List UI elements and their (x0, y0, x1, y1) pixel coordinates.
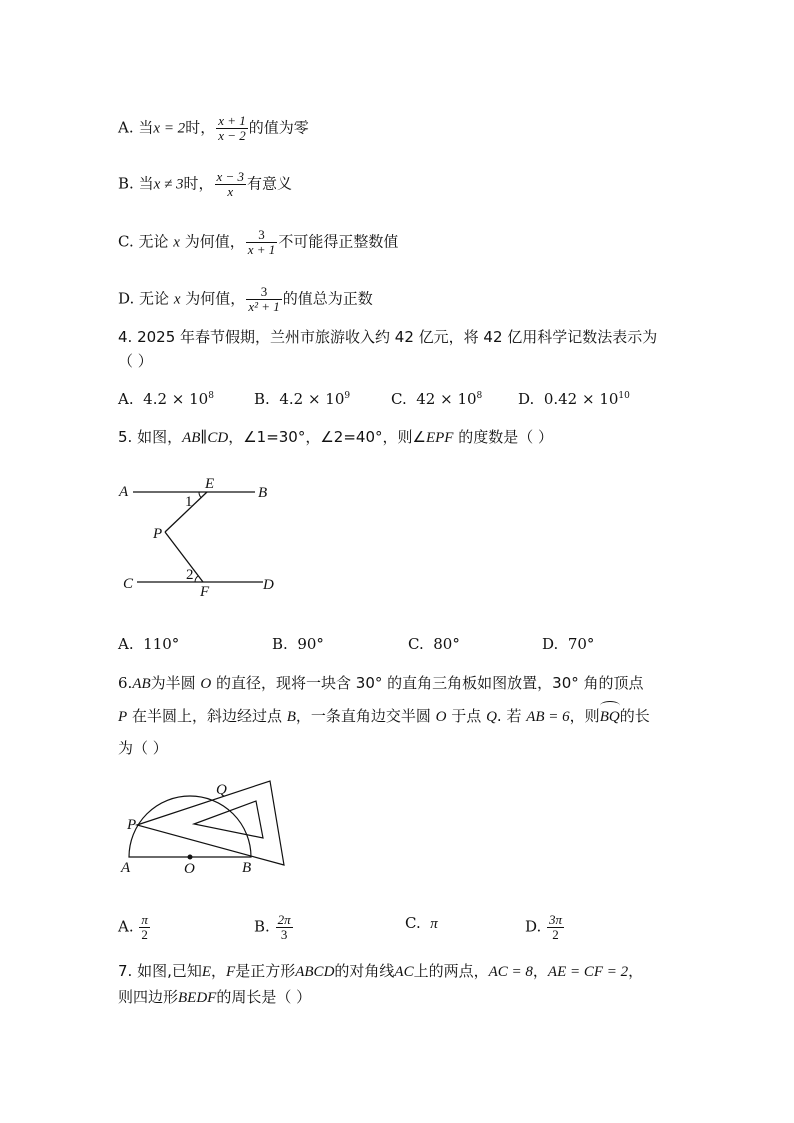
stem-text: 是正方形 (235, 962, 296, 980)
stem-text: 上的两点， (413, 962, 489, 980)
option-base: 4.2 × 10 (143, 390, 209, 408)
math-variable: B (286, 709, 296, 725)
option-exponent: 10 (618, 391, 630, 401)
semicircle-triangle-figure (115, 775, 295, 880)
option-value: 90° (297, 635, 324, 653)
fraction-denominator: x + 1 (247, 242, 276, 257)
fraction-numerator: 3 (246, 285, 281, 300)
fraction (139, 913, 150, 942)
stem-text: 7. 如图,已知 (118, 962, 202, 980)
option-label: C. (118, 232, 134, 251)
fraction-denominator: 2 (139, 927, 150, 942)
q6-option-d (525, 913, 565, 942)
q6-option-a (118, 913, 151, 942)
math-variable: O (200, 676, 212, 692)
option-label: C. (408, 635, 424, 653)
option-text: 的值为零 (248, 118, 309, 137)
fraction-denominator: x − 2 (218, 128, 246, 143)
q6-option-c (405, 913, 438, 934)
q5-stem (118, 427, 553, 448)
math-variable: F (226, 964, 236, 980)
math-variable: BEDF (178, 990, 217, 1006)
option-text: 不可能得正整数值 (278, 232, 399, 251)
label-b: B (258, 485, 268, 501)
q4-option-d (518, 389, 630, 409)
option-label: A. (118, 118, 134, 137)
option-label: A. (118, 390, 134, 408)
angle-1-arc (199, 492, 202, 498)
option-label: D. (518, 390, 535, 408)
option-text: 有意义 (247, 174, 293, 193)
label-q: Q (216, 782, 227, 798)
option-text: 为何值， (185, 289, 246, 308)
fraction-numerator: 3 (246, 228, 278, 243)
option-label: C. (391, 390, 407, 408)
q4-stem: 4. 2025 年春节假期，兰州市旅游收入约 42 亿元，将 42 亿用科学记数法表示为 (118, 328, 658, 346)
fraction-numerator: 2π (277, 912, 291, 927)
option-text: 无论 (139, 289, 170, 308)
option-label: A. (118, 917, 134, 936)
stem-text: ， (628, 962, 644, 980)
option-text: 时， (183, 174, 214, 193)
stem-text: 的对角线 (334, 962, 395, 980)
label-d: D (263, 577, 274, 593)
option-text: 无论 (138, 232, 169, 251)
math-variable: CD (207, 430, 229, 446)
fraction-denominator: 3 (276, 927, 293, 942)
parallel-symbol: ∥ (200, 428, 208, 446)
q4-option-a (118, 389, 214, 409)
q3-option-b (118, 170, 292, 199)
math-expression: AB = 6 (526, 709, 570, 725)
arc-mark (600, 701, 620, 710)
label-p: P (153, 526, 163, 542)
math-variable: Q (486, 709, 497, 725)
q6-option-b (254, 913, 294, 942)
q5-option-d (542, 634, 594, 654)
stem-text: 的直径，现将一块含 30° 的直角三角板如图放置，30° 角的顶点 (211, 674, 644, 692)
option-exponent: 9 (344, 391, 351, 401)
label-c: C (123, 576, 134, 592)
fraction (246, 285, 281, 314)
option-label: D. (525, 917, 542, 936)
math-variable: x (173, 291, 181, 308)
option-base: 0.42 × 10 (543, 390, 619, 408)
math-variable: x (173, 234, 180, 251)
math-variable: AC (394, 964, 414, 980)
fraction-numerator: x − 3 (216, 169, 245, 184)
math-variable: AB (132, 676, 151, 692)
parallel-lines-figure (115, 472, 290, 602)
math-variable: E (201, 964, 212, 980)
triangle-inner (194, 801, 263, 838)
option-label: D. (118, 289, 135, 308)
angle-2-arc (195, 576, 198, 582)
q4-option-b (254, 389, 350, 409)
math-expression: x = 2 (153, 120, 186, 137)
stem-text: 6. (118, 674, 133, 692)
option-base: 42 × 10 (416, 390, 477, 408)
label-2: 2 (186, 567, 194, 583)
label-f: F (200, 584, 210, 600)
math-variable: ABCD (295, 964, 335, 980)
q3-option-a (118, 114, 309, 143)
semicircle (129, 796, 251, 857)
stem-text: 的周长是（ ） (216, 988, 312, 1006)
stem-text: 为半圆 (150, 674, 201, 692)
option-label: C. (405, 914, 421, 932)
q4-answer-paren: （ ） (118, 352, 153, 370)
label-o: O (184, 861, 195, 877)
label-e: E (205, 476, 215, 492)
option-value: π (430, 916, 438, 932)
option-text: 当 (138, 118, 154, 137)
option-value: 110° (143, 635, 180, 653)
option-label: B. (254, 917, 270, 936)
q5-option-c (408, 634, 460, 654)
label-a: A (119, 484, 129, 500)
stem-text: ，一条直角边交半圆 (295, 707, 436, 725)
option-text: 为何值， (184, 232, 245, 251)
option-label: D. (542, 635, 559, 653)
q4-option-c (391, 389, 482, 409)
label-a: A (121, 860, 131, 876)
fraction-numerator: 3π (549, 912, 563, 927)
stem-text: . 若 (496, 707, 527, 725)
q6-stem-line2 (118, 706, 650, 727)
q5-option-b (272, 634, 324, 654)
math-variable: AB (182, 430, 201, 446)
arc-notation (600, 707, 620, 727)
stem-text: 在半圆上，斜边经过点 (127, 707, 287, 725)
fraction-denominator: x² + 1 (248, 299, 280, 314)
q6-stem-line3: 为（ ） (118, 739, 168, 757)
fraction (216, 114, 248, 143)
stem-text: ，∠1=30°，∠2=40°，则∠ (228, 428, 426, 446)
fraction-denominator: 2 (547, 927, 564, 942)
segment-pf (165, 532, 203, 582)
option-label: A. (118, 635, 134, 653)
option-exponent: 8 (208, 391, 214, 401)
option-exponent: 8 (476, 391, 483, 401)
stem-text: ，则 (569, 707, 600, 725)
q3-option-c (118, 228, 398, 257)
fraction (215, 170, 247, 199)
option-label: B. (254, 390, 270, 408)
math-variable: EPF (425, 430, 454, 446)
q3-option-d (118, 285, 373, 314)
option-label: B. (272, 635, 288, 653)
stem-text: 于点 (446, 707, 487, 725)
stem-text: 则四边形 (118, 988, 179, 1006)
option-base: 4.2 × 10 (279, 390, 345, 408)
stem-text: 的度数是（ ） (453, 428, 553, 446)
option-text: 当 (138, 174, 154, 193)
stem-text: 的长 (619, 707, 650, 725)
math-expression: AE = CF = 2 (547, 964, 629, 980)
fraction-denominator: x (227, 184, 234, 199)
option-text: 时， (185, 118, 216, 137)
q7-stem-line2 (118, 987, 311, 1008)
option-value: 80° (433, 635, 460, 653)
q5-option-a (118, 634, 179, 654)
option-text: 的值总为正数 (282, 289, 373, 308)
fraction-numerator: π (141, 912, 148, 927)
option-value: 70° (567, 635, 595, 653)
label-b: B (242, 860, 252, 876)
q7-stem-line1 (118, 961, 643, 982)
fraction (547, 913, 564, 942)
triangle-outer (137, 781, 284, 865)
math-expression: AC = 8 (488, 964, 533, 980)
stem-text: 5. 如图， (118, 428, 183, 446)
math-variable: P (118, 709, 128, 725)
label-p: P (127, 817, 137, 833)
fraction (246, 228, 278, 257)
fraction (276, 913, 293, 942)
center-dot (188, 855, 193, 860)
q6-stem-line1 (118, 673, 644, 694)
label-1: 1 (185, 494, 193, 510)
math-variable: O (435, 709, 447, 725)
math-expression: x ≠ 3 (153, 176, 184, 193)
stem-text: ， (211, 962, 227, 980)
fraction-numerator: x + 1 (218, 113, 246, 128)
arc-label: BQ (599, 709, 620, 725)
stem-text: ， (532, 962, 548, 980)
option-label: B. (118, 174, 134, 193)
